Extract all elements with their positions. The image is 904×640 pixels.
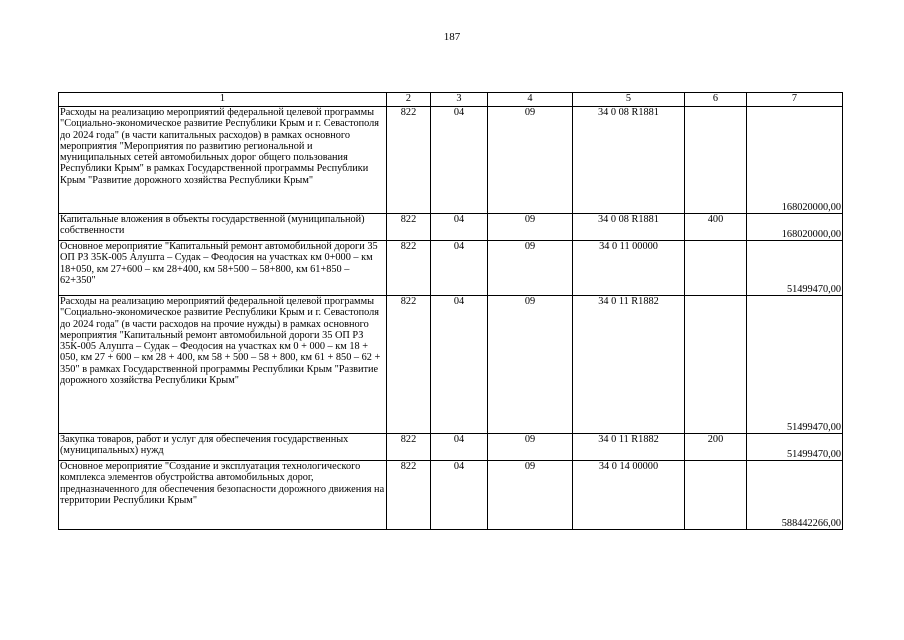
- row-amount: 168020000,00: [747, 107, 843, 214]
- row-ministry-code: 822: [387, 461, 431, 530]
- row-amount: 51499470,00: [747, 434, 843, 461]
- column-header-1: 1: [59, 93, 387, 107]
- row-section-code: 04: [431, 241, 488, 296]
- row-ministry-code: 822: [387, 434, 431, 461]
- row-amount: 51499470,00: [747, 296, 843, 434]
- row-amount: 168020000,00: [747, 214, 843, 241]
- row-expense-type: [685, 461, 747, 530]
- table-row: [59, 296, 843, 434]
- budget-table: [58, 92, 843, 530]
- row-name: Расходы на реализацию мероприятий федеральной целевой программы "Социально-экономическое развитие Республики Крым и г. Севастополя до 2024 года" (в части расходов на прочие нужды) в рамках основного мероприятия "Капитальный ремонт автомобильной дороги 35 ОП РЗ 35К-005 Алушта – Судак – Феодосия на участках км 0 + 000 – км 18 + 050, км 27 + 600 – км 28 + 400, км 58 + 500 – 58 + 800, км 61 + 850 – 62 + 350" в рамках Государственной программы Республики Крым "Развитие дорожного хозяйства Республики Крым": [59, 296, 387, 434]
- row-subsection-code: 09: [488, 214, 573, 241]
- column-header-5: 5: [573, 93, 685, 107]
- column-header-3: 3: [431, 93, 488, 107]
- row-name: Основное мероприятие "Создание и эксплуатация технологического комплекса элементов обустройства автомобильных дорог, предназначенного для обеспечения безопасности дорожного движения на территории Республики Крым": [59, 461, 387, 530]
- row-section-code: 04: [431, 107, 488, 214]
- table-row: [59, 461, 843, 530]
- header-row: [59, 93, 843, 107]
- row-amount: 51499470,00: [747, 241, 843, 296]
- row-expense-type: [685, 241, 747, 296]
- row-subsection-code: 09: [488, 296, 573, 434]
- row-expense-type: [685, 107, 747, 214]
- row-section-code: 04: [431, 296, 488, 434]
- row-ministry-code: 822: [387, 214, 431, 241]
- column-header-6: 6: [685, 93, 747, 107]
- table-row: [59, 107, 843, 214]
- row-expense-type: [685, 296, 747, 434]
- row-section-code: 04: [431, 214, 488, 241]
- row-target-code: 34 0 11 R1882: [573, 296, 685, 434]
- row-subsection-code: 09: [488, 461, 573, 530]
- row-section-code: 04: [431, 461, 488, 530]
- row-target-code: 34 0 14 00000: [573, 461, 685, 530]
- row-subsection-code: 09: [488, 107, 573, 214]
- row-name: Закупка товаров, работ и услуг для обеспечения государственных (муниципальных) нужд: [59, 434, 387, 461]
- row-expense-type: 200: [685, 434, 747, 461]
- table-row: [59, 434, 843, 461]
- column-header-2: 2: [387, 93, 431, 107]
- row-subsection-code: 09: [488, 241, 573, 296]
- row-target-code: 34 0 08 R1881: [573, 214, 685, 241]
- row-target-code: 34 0 11 R1882: [573, 434, 685, 461]
- row-ministry-code: 822: [387, 241, 431, 296]
- row-name: Расходы на реализацию мероприятий федеральной целевой программы "Социально-экономическое развитие Республики Крым и г. Севастополя до 2024 года" (в части капитальных расходов) в рамках основного мероприятия "Мероприятия по развитию региональной и муниципальных сетей автомобильных дорог общего пользования Республики Крым" в рамках Государственной программы Республики Крым "Развитие дорожного хозяйства Республики Крым": [59, 107, 387, 214]
- row-ministry-code: 822: [387, 296, 431, 434]
- row-target-code: 34 0 08 R1881: [573, 107, 685, 214]
- table-row: [59, 241, 843, 296]
- row-expense-type: 400: [685, 214, 747, 241]
- row-amount: 588442266,00: [747, 461, 843, 530]
- row-name: Основное мероприятие "Капитальный ремонт автомобильной дороги 35 ОП РЗ 35К-005 Алушта – Судак – Феодосия на участках км 0+000 – км 18+050, км 27+600 – км 28+400, км 58+500 – 58+800, км 61+850 – 62+350": [59, 241, 387, 296]
- row-target-code: 34 0 11 00000: [573, 241, 685, 296]
- row-subsection-code: 09: [488, 434, 573, 461]
- table-row: [59, 214, 843, 241]
- page-number: 187: [443, 31, 461, 43]
- row-name: Капитальные вложения в объекты государственной (муниципальной) собственности: [59, 214, 387, 241]
- column-header-7: 7: [747, 93, 843, 107]
- row-section-code: 04: [431, 434, 488, 461]
- column-header-4: 4: [488, 93, 573, 107]
- row-ministry-code: 822: [387, 107, 431, 214]
